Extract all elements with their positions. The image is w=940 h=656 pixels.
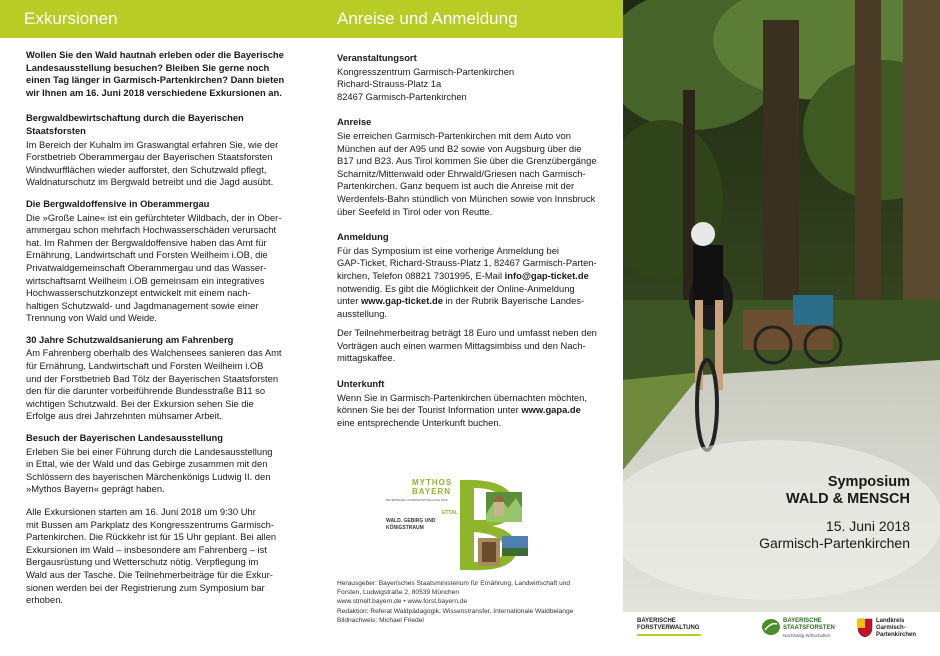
accommodation-text: Wenn Sie in Garmisch-Partenkirchen übernachten möchten, können Sie bei der Tourist Information unter www.gapa.de eine entsprechende Unterkunft buchen. bbox=[337, 391, 587, 428]
cover-title-block bbox=[759, 474, 910, 552]
staatsforsten-leaf-icon bbox=[761, 618, 781, 636]
cyclist-forest-photo bbox=[623, 0, 940, 656]
imprint-websites[interactable]: www.stmelf.bayern.de • www.forst.bayern.de bbox=[337, 598, 468, 606]
travel-title: Anreise bbox=[337, 116, 372, 128]
email-link[interactable]: info@gap-ticket.de bbox=[504, 269, 589, 281]
cover-title-main: WALD & MENSCH bbox=[785, 491, 910, 507]
excursions-panel bbox=[0, 0, 312, 656]
section-text-landesausstellung: Erleben Sie bei einer Führung durch die Landesausstellung in Ettal, wie der Wald und das Gebirge zusammen mit den Schlössern des bayerischen Märchenkönigs Ludwig II. den »Mythos Bayern« geprägt haben. bbox=[26, 445, 273, 495]
gap-ticket-link[interactable]: www.gap-ticket.de bbox=[360, 295, 443, 307]
logo-exhibition-label: BAYERISCHE LANDESAUSSTELLUNG 2018 bbox=[386, 498, 448, 502]
logo-ettal: ETTAL bbox=[442, 510, 458, 516]
mythos-bayern-logo bbox=[382, 474, 542, 574]
logo-subtitle-1: WALD. GEBIRG UND bbox=[386, 518, 436, 524]
venue-title: Veranstaltungsort bbox=[337, 52, 417, 63]
accommodation-title: Unterkunft bbox=[337, 378, 385, 390]
section-title-bergwaldoffensive: Die Bergwaldoffensive in Oberammergau bbox=[26, 197, 210, 209]
travel-registration-panel bbox=[312, 0, 623, 656]
partner-logos-bar bbox=[623, 612, 940, 656]
gapa-link[interactable]: www.gapa.de bbox=[521, 404, 581, 416]
registration-title: Anmeldung bbox=[337, 231, 389, 243]
landkreis-logo: Landkreis Garmisch- Partenkirchen bbox=[857, 618, 916, 639]
cover-place: Garmisch-Partenkirchen bbox=[759, 535, 910, 551]
excursions-intro: Wollen Sie den Wald hautnah erleben oder die Bayerische Landesausstellung besuchen? Bleiben Sie gerne noch einen Tag länger in Garmisch-Partenkirchen? Dann bieten wir Ihnen am 16. Juni 2018 verschiedene Exkursionen an. bbox=[26, 49, 285, 98]
cover-title-symposium: Symposium bbox=[827, 474, 910, 490]
logo-mythos: MYTHOS bbox=[412, 478, 453, 487]
travel-text: Sie erreichen Garmisch-Partenkirchen mit dem Auto von München auf der A95 und B2 sowie von Augsburg über die B17 und B23. Aus Tirol kommen Sie über die Grenzübergänge Scharnitz/Mittenwald oder Ehrwald/Griesen nach Garmisch- Partenkirchen. Ganz bequem ist auch die Anreise mit der Werdenfels-Bahn stündlich von München sowie von Innsbruck über Seefeld in Tirol oder von Reutte. bbox=[337, 129, 597, 217]
section-text-staatsforsten: Im Bereich der Kuhalm im Graswangtal erfahren Sie, wie der Forstbetrieb Oberammergau der Bayerischen Staatsforsten Windwurfflächen wieder aufforstet, den Schutzwald pflegt, Waldnaturschutz im Bergwald betreibt und die Jagd ausübt. bbox=[26, 138, 279, 188]
imprint: Herausgeber: Bayerisches Staatsministerium für Ernährung, Landwirtschaft und Forsten, Ludwigstraße 2, 80539 München www.stmelf.bayern.de • www.forst.bayern.de Redaktion: Referat Waldpädagogik, Wissenstransfer, Internationale Waldbelange Bildnachweis: Michael Friedel bbox=[337, 580, 574, 624]
registration-text: Für das Symposium ist eine vorherige Anmeldung bei GAP-Ticket, Richard-Strauss-Platz 1, 82467 Garmisch-Parten- kirchen, Telefon 08821 7301995, E-Mail info@gap-ticket.de notwendig. Es gibt die Möglichkeit der Online-Anmeldung unter www.gap-ticket.de in der Rubrik Bayerische Landes- ausstellung. bbox=[337, 244, 597, 319]
landkreis-coat-of-arms-icon bbox=[857, 618, 873, 638]
forstverwaltung-logo: BAYERISCHE FORSTVERWALTUNG bbox=[637, 618, 701, 641]
cover-panel bbox=[623, 0, 940, 656]
logo-subtitle-2: KÖNIGSTRAUM bbox=[386, 525, 424, 531]
forstverwaltung-underline-icon bbox=[637, 632, 701, 638]
section-title-landesausstellung: Besuch der Bayerischen Landesausstellung bbox=[26, 432, 223, 444]
section-text-fahrenberg: Am Fahrenberg oberhalb des Walchensees sanieren das Amt für Ernährung, Landwirtschaft und Forsten Weilheim i.OB und der Forstbetrieb Bad Tölz der Bayerischen Staatsforsten den für die darunter vorbeiführende Bundesstraße B11 so wichtigen Schutzwald. Bei der Exkursion sehen Sie die Erfolge aus drei Jahrzehnten mühsamer Arbeit. bbox=[26, 347, 282, 422]
mythos-bayern-artwork bbox=[382, 474, 542, 574]
logo-bayern: BAYERN bbox=[412, 487, 452, 496]
section-title-fahrenberg: 30 Jahre Schutzwaldsanierung am Fahrenberg bbox=[26, 333, 234, 345]
section-text-bergwaldoffensive: Die »Große Laine« ist ein gefürchteter Wildbach, der in Ober- ammergau schon mehrfach Hochwasserschäden verursacht hat. Im Rahmen der Bergwaldoffensive haben das Amt für Ernährung, Landwirtschaft und Forsten Weilheim i.OB, die Privatwaldgemeinschaft Oberammergau und das Wasser- wirtschaftsamt Weilheim i.OB gemeinsam ein integratives Hochwasserschutzkonzept entwickelt mit einem nach- haltigen Schutzwald- und Jagdmanagement sowie einer Trennung von Wald und Weide. bbox=[26, 211, 282, 324]
staatsforsten-logo: BAYERISCHE STAATSFORSTEN Nachhaltig Wirtschaften bbox=[761, 618, 835, 639]
cover-date: 15. Juni 2018 bbox=[825, 518, 910, 534]
fee-text: Der Teilnehmerbeitrag beträgt 18 Euro und umfasst neben den Vorträgen auch einen warmen Mittagsimbiss und den Nach- mittagskaffee. bbox=[337, 327, 597, 364]
section-title-staatsforsten: Bergwaldbewirtschaftung durch die Bayerischen Staatsforsten bbox=[26, 112, 244, 136]
excursions-closing: Alle Exkursionen starten am 16. Juni 2018 um 9:30 Uhr mit Bussen am Parkplatz des Kongresszentrums Garmisch- Partenkirchen. Die Rückkehr ist für 15 Uhr geplant. Bei allen Exkursionen im Wald – insbesondere am Fahrenberg – ist Bergausrüstung und Wetterschutz nötig. Verpflegung im Wald aus der Tasche. Die Teilnehmerbeiträge für die Exkur- sionen werden bei der Registrierung zum Symposium bar erhoben. bbox=[26, 506, 277, 606]
travel-header: Anreise und Anmeldung bbox=[312, 0, 623, 38]
excursions-header: Exkursionen bbox=[0, 0, 312, 38]
venue-address: Kongresszentrum Garmisch-Partenkirchen Richard-Strauss-Platz 1a 82467 Garmisch-Partenkirchen bbox=[337, 65, 515, 102]
